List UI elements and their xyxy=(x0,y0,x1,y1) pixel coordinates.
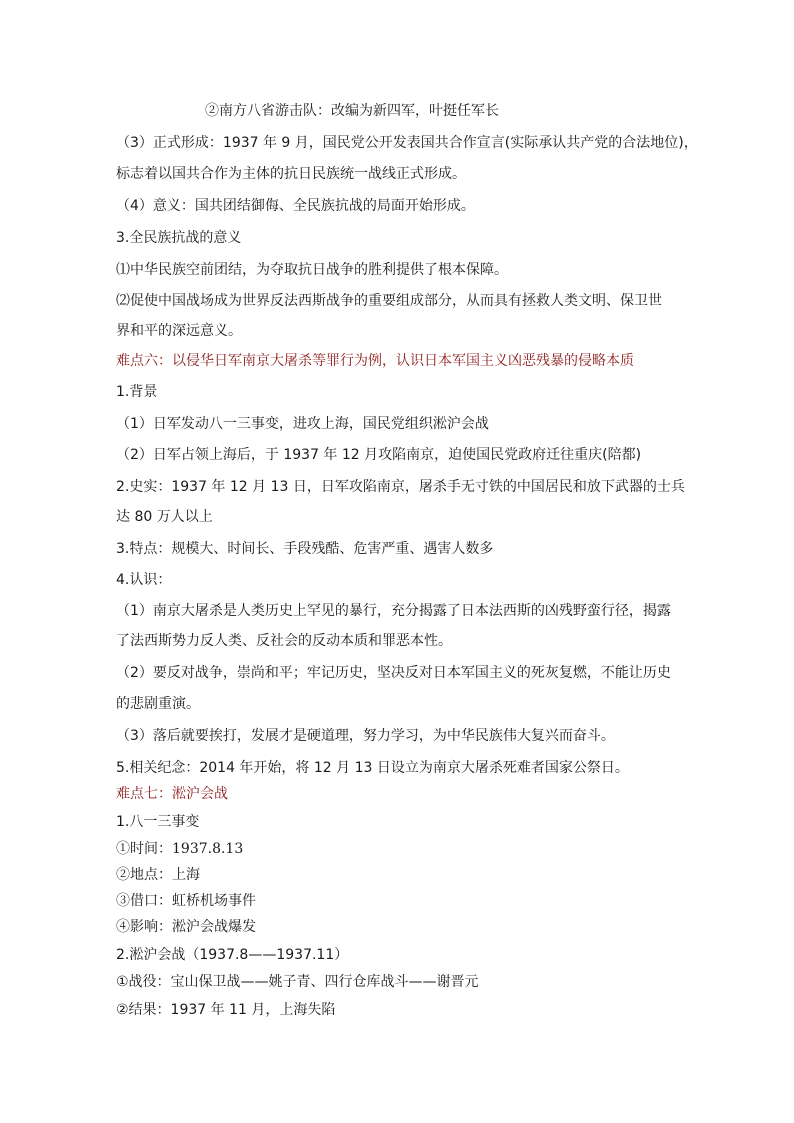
text-line: （2）日军占领上海后，于 1937 年 12 月攻陷南京，迫使国民党政府迁往重庆(陪都) xyxy=(116,447,642,463)
text-line: 3.特点：规模大、时间长、手段残酷、危害严重、遇害人数多 xyxy=(116,541,494,557)
text-line: ②地点：上海 xyxy=(116,867,200,883)
text-line: （3）正式形成：1937 年 9 月，国民党公开发表国共合作宣言(实际承认共产党的合法地位)， xyxy=(116,135,698,151)
text-line: 了法西斯势力反人类、反社会的反动本质和罪恶本性。 xyxy=(116,633,452,649)
text-line: ②南方八省游击队：改编为新四军，叶挺任军长 xyxy=(205,103,499,119)
text-line: （1）日军发动八一三事变，进攻上海，国民党组织淞沪会战 xyxy=(116,416,489,432)
text-line: ①时间：1937.8.13 xyxy=(116,841,244,857)
text-line: ⑵促使中国战场成为世界反法西斯战争的重要组成部分，从而具有拯救人类文明、保卫世 xyxy=(116,293,662,309)
text-line: ⑴中华民族空前团结，为夺取抗日战争的胜利提供了根本保障。 xyxy=(116,262,508,278)
difficulty-heading: 难点七：淞沪会战 xyxy=(116,786,228,802)
text-line: （3）落后就要挨打，发展才是硬道理，努力学习，为中华民族伟大复兴而奋斗。 xyxy=(116,728,615,744)
text-line: ③借口：虹桥机场事件 xyxy=(116,893,256,909)
text-line: 标志着以国共合作为主体的抗日民族统一战线正式形成。 xyxy=(116,166,466,182)
text-line: ④影响：淞沪会战爆发 xyxy=(116,919,256,935)
section-heading: 2.淞沪会战（1937.8——1937.11） xyxy=(116,947,349,963)
text-line: ②结果：1937 年 11 月，上海失陷 xyxy=(116,1002,336,1018)
section-heading: 1.八一三事变 xyxy=(116,814,200,830)
text-line: 2.史实：1937 年 12 月 13 日，日军攻陷南京，屠杀手无寸铁的中国居民和放下武器的士兵 xyxy=(116,479,685,495)
text-line: （2）要反对战争，崇尚和平；牢记历史，坚决反对日本军国主义的死灰复燃，不能让历史 xyxy=(116,665,671,681)
section-heading: 3.全民族抗战的意义 xyxy=(116,230,242,246)
difficulty-heading: 难点六：以侵华日军南京大屠杀等罪行为例，认识日本军国主义凶恶残暴的侵略本质 xyxy=(116,353,634,369)
section-heading: 1.背景 xyxy=(116,384,158,400)
section-heading: 4.认识： xyxy=(116,572,172,588)
text-line: ①战役：宝山保卫战——姚子青、四行仓库战斗——谢晋元 xyxy=(116,974,479,990)
text-line: 达 80 万人以上 xyxy=(116,509,213,525)
text-line: 界和平的深远意义。 xyxy=(116,323,242,339)
text-line: 5.相关纪念：2014 年开始，将 12 月 13 日设立为南京大屠杀死难者国家公祭日。 xyxy=(116,760,629,776)
text-line: （1）南京大屠杀是人类历史上罕见的暴行，充分揭露了日本法西斯的凶残野蛮行径，揭露 xyxy=(116,603,671,619)
text-line: （4）意义：国共团结御侮、全民族抗战的局面开始形成。 xyxy=(116,198,475,214)
text-line: 的悲剧重演。 xyxy=(116,696,200,712)
